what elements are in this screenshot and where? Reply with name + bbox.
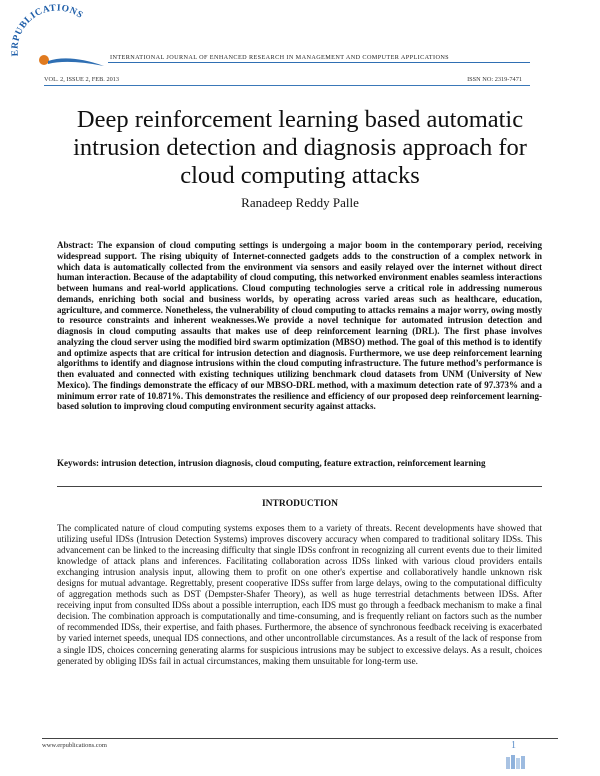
paper-title: Deep reinforcement learning based automatic intrusion detection and diagnosis approach for cloud computing attacks [73,106,527,189]
svg-text:ERPUBLICATIONS [10,4,84,57]
issue-info: VOL. 2, ISSUE 2, FEB. 2013 [44,76,120,83]
section-heading: INTRODUCTION [261,499,338,509]
abstract: Abstract: The expansion of cloud computing settings is undergoing a major boom in the contemporary period, receiving widespread support. The rising ubiquity of Internet-connected gadgets adds to the construction of a complex network in which data is automatically collected from the environment via sensors and easily relayed over the internet without direct human interaction. Because of the adaptability of cloud computing, this networked environment enables seamless interactions between humans and real-world applications. Cloud computing technologies serve a critical role in addressing numerous demands, enriching both social and business worlds, by operating across varied areas such as healthcare, education, agriculture, and commerce. Nonetheless, the vulnerability of cloud computing to attacks remains a major worry, owing mostly to resource constraints and inherent weaknesses.We provide a novel technique for automated intrusion detection and diagnosis in cloud computing assaults that makes use of deep reinforcement learning (DRL). The first phase involves analyzing the cloud server using the modified bird swarm optimization (MBSO) method. The goal of this method is to identify and optimize aspects that are critical for intrusion detection and diagnosis. Furthermore, we use deep reinforcement learning algorithms to identify and diagnose intrusions within the cloud computing infrastructure. The future method’s performance is then evaluated and connected with existing techniques utilizing benchmark cloud datasets from UNM (University of New Mexico). The findings demonstrate the efficacy of our MBSO-DRL method, with a maximum detection rate of 97.373% and a minimum error rate of 10.871%. This demonstrates the resilience and efficiency of our proposed deep reinforcement learning-based solution to improving cloud computing environment security against attacks. [57,240,542,412]
logo-orb-icon [39,55,49,65]
issn-info: ISSN NO: 2319-7471 [467,76,522,83]
header-rule-top [108,62,530,63]
header-rule [44,85,530,86]
logo-swoosh-icon [48,58,104,66]
logo-text: ERPUBLICATIONS [10,4,85,57]
publisher-logo [8,4,104,66]
footer-url: www.erpublications.com [42,742,107,749]
paper-author: Ranadeep Reddy Palle [241,195,359,210]
book-stack-icon [505,754,527,770]
footer-rule [42,738,558,739]
intro-paragraph: The complicated nature of cloud computing systems exposes them to a variety of threats. Recent developments have showed that utilizing useful IDSs (Intrusion Detection Systems) improves discovery accuracy when compared to traditional solitary IDSs. This advancement can be linked to the increasing difficulty that single IDSs confront in recognizing all current events due to their limited knowledge of attack plans and inferences. Facilitating collaboration across IDSs linked with various cloud providers entails exchanging intrusion analysis input, allowing them to profit on one other's expertise and collaboratively handle unknown risk designs for mutual advantage. Regrettably, present cooperative IDSs suffer from large delays, owing to the computational difficulty of aggregation methods such as DST (Dempster-Shafer Theory), as well as huge terrestrial detachments between IDSs. After receiving input from consulted IDSs about a possible interruption, each IDS must go through a feedback mechanism to make a final decision. The combination approach is computationally and time-consuming, and is frequently reliant on factors such as the number of recommended IDSs, their expertise, and faith phases. Furthermore, the absence of synchronous feedback receiving is exacerbated by varied internet speeds, unequal IDS connections, and other uncontrollable circumstances. As a result of the lack of response from a single IDS, choices concerning generating alarms for suspicious intrusions may be subject to excessive delays. As a result, choices generated by obliging IDSs fail in actual circumstances, making them unsuitable for long-term use. [57,523,542,666]
section-divider [57,486,542,487]
keywords: Keywords: intrusion detection, intrusion diagnosis, cloud computing, feature extraction, reinforcement learning [57,458,486,468]
page-number: 1 [511,740,516,751]
journal-name: INTERNATIONAL JOURNAL OF ENHANCED RESEARCH IN MANAGEMENT AND COMPUTER APPLICATIONS [110,54,450,61]
